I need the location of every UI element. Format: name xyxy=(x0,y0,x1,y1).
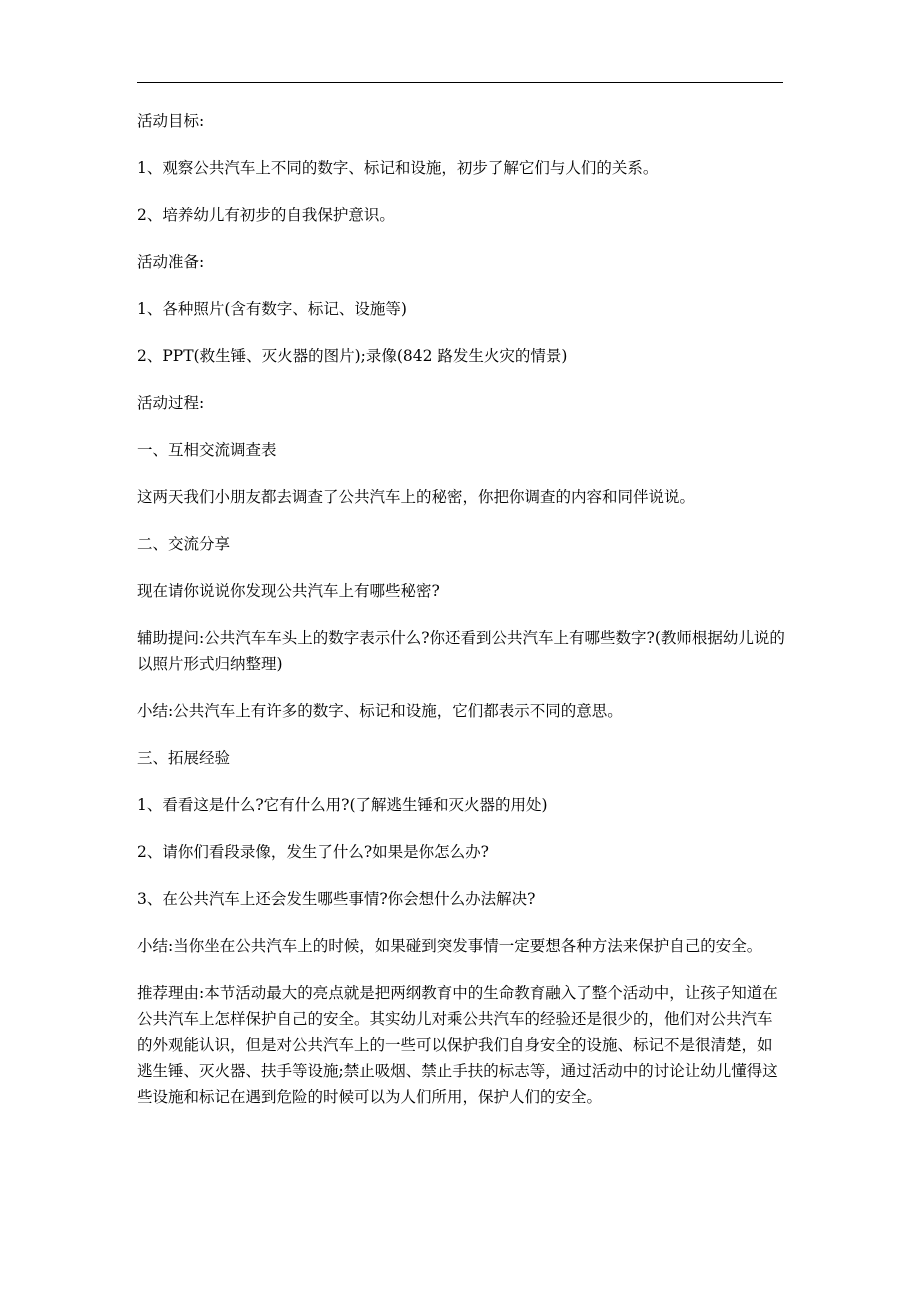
section-1-text: 这两天我们小朋友都去调查了公共汽车上的秘密，你把你调查的内容和同伴说说。 xyxy=(137,488,696,506)
heading-goals: 活动目标: xyxy=(137,112,205,130)
preparation-item-2: 2、PPT(救生锤、灭火器的图片);录像(842 路发生火灾的情景) xyxy=(137,347,568,365)
heading-process: 活动过程: xyxy=(137,394,205,412)
document-body xyxy=(137,108,785,1131)
section-2-question: 现在请你说说你发现公共汽车上有哪些秘密? xyxy=(137,582,440,600)
preparation-item-1: 1、各种照片(含有数字、标记、设施等) xyxy=(137,300,407,318)
heading-preparation: 活动准备: xyxy=(137,253,205,271)
recommendation-reason: 推荐理由:本节活动最大的亮点就是把两纲教育中的生命教育融入了整个活动中，让孩子知道在公共汽车上怎样保护自己的安全。其实幼儿对乘公共汽车的经验还是很少的，他们对公共汽车的外观能认识，但是对公共汽车上的一些可以保护我们自身安全的设施、标记不是很清楚，如逃生锤、灭火器、扶手等设施;禁止吸烟、禁止手扶的标志等，通过活动中的讨论让幼儿懂得这些设施和标记在遇到危险的时候可以为人们所用，保护人们的安全。 xyxy=(137,984,778,1106)
goal-item-2: 2、培养幼儿有初步的自我保护意识。 xyxy=(137,206,395,224)
section-3-item-2: 2、请你们看段录像，发生了什么?如果是你怎么办? xyxy=(137,843,489,861)
section-2-aux-question: 辅助提问:公共汽车车头上的数字表示什么?你还看到公共汽车上有哪些数字?(教师根据幼儿说的以照片形式归纳整理) xyxy=(137,629,785,673)
goal-item-1: 1、观察公共汽车上不同的数字、标记和设施，初步了解它们与人们的关系。 xyxy=(137,159,659,177)
section-1-title: 一、互相交流调查表 xyxy=(137,441,277,459)
section-2-summary: 小结:公共汽车上有许多的数字、标记和设施，它们都表示不同的意思。 xyxy=(137,702,623,720)
section-3-item-1: 1、看看这是什么?它有什么用?(了解逃生锤和灭火器的用处) xyxy=(137,796,548,814)
section-3-summary: 小结:当你坐在公共汽车上的时候，如果碰到突发事情一定要想各种方法来保护自己的安全。 xyxy=(137,937,763,955)
header-rule xyxy=(137,82,783,83)
section-2-title: 二、交流分享 xyxy=(137,535,231,553)
section-3-item-3: 3、在公共汽车上还会发生哪些事情?你会想什么办法解决? xyxy=(137,890,536,908)
section-3-title: 三、拓展经验 xyxy=(137,749,231,767)
